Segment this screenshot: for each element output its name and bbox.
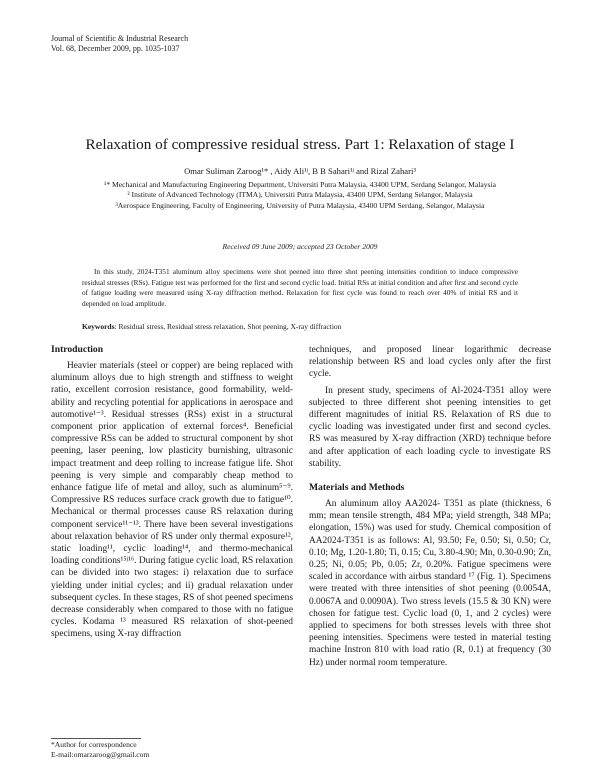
keywords: [82, 322, 518, 332]
journal-header: [51, 34, 188, 54]
right-column: [309, 344, 551, 669]
affiliations: [70, 180, 530, 211]
journal-name: Journal of Scientific & Industrial Research: [51, 34, 189, 43]
keywords-text: : Residual stress, Residual stress relaxation, Shot peening, X-ray diffraction: [114, 322, 342, 331]
footnote: [51, 740, 149, 760]
paper-title: Relaxation of compressive residual stress. Part 1: Relaxation of stage I: [85, 136, 515, 153]
intro-continued-paragraph: techniques, and proposed linear logarithmic decrease relationship between RS and load cycles only after the first cycle.: [309, 345, 551, 380]
affiliation-1: ¹* Mechanical and Manufacturing Engineering Department, Universiti Putra Malaysia, 43400 UPM, Serdang Selangor, Malaysia: [104, 180, 496, 189]
present-study-paragraph: In present study, specimens of Al-2024-T351 alloy were subjected to three different shot peening intensities to get different magnitudes of initial RS. Relaxation of RS due to cyclic loading was investigated under first and second cycles. RS was measured by X-ray diffraction (XRD) technique before and after application of each loading cycle to investigate RS stability.: [309, 385, 551, 469]
introduction-paragraph: Heavier materials (steel or copper) are being replaced with aluminum alloys due to high strength and stiffness to weight ratio, excellent corrosion resistance, good formability, weld-ability and recycling potential for applications in aerospace and automotive¹⁻³. Residual stresses (RSs) exist in a structural component prior application of external forces⁴. Beneficial compressive RSs can be added to structural component by shot peening, laser peening, low plasticity burnishing, ultrasonic impact treatment and deep rolling to increase fatigue life. Shot peening is very simple and comparably cheap method to enhance fatigue life of metal and alloy, such as aluminum⁵⁻⁹. Compressive RS reduces surface crack growth due to fatigue¹⁰. Mechanical or thermal processes cause RS relaxation during component service¹¹⁻¹³. There have been several investigations about relaxation behavior of RS under only thermal exposure¹², static loading¹¹, cyclic loading¹⁴, and thermo-mechanical loading conditions¹⁵ʲ¹⁶. During fatigue cyclic load, RS relaxation can be divided into two stages: i) relaxation due to surface yielding under initial cycles; and ii) gradual relaxation under subsequent cycles. In these stages, RS of shot peened specimens decrease considerably when compared to those with no fatigue cycles. Kodama ¹³ measured RS relaxation of shot-peened specimens, using X-ray diffraction: [51, 361, 293, 640]
affiliation-3: ³Aerospace Engineering, Faculty of Engineering, University of Putra Malaysia, 43400 UPM Serdang, Selangor, Malaysia: [115, 200, 485, 210]
author-list: Omar Suliman Zaroog¹* , Aidy Ali¹ʲ, B B Sahari¹ʲ and Rizal Zahari³: [184, 166, 416, 176]
received-date: Received 09 June 2009; accepted 23 October 2009: [222, 242, 378, 251]
keywords-label: Keywords: [82, 322, 115, 331]
correspondence-email: E-mail:omarzaroog@gmail.com: [51, 750, 150, 759]
methods-paragraph: An aluminum alloy AA2024- T351 as plate (thickness, 6 mm; mean tensile strength, 484 MPa; yield strength, 348 MPa; elongation, 15%) was used for study. Chemical composition of AA2024-T351 is as follows: Al, 93.50; Fe, 0.50; Si, 0.50; Cr, 0.10; Mg, 1.20-1.80; Ti, 0.15; Cu, 3.80-4.90; Mn, 0.30-0.90; Zn, 0.25; Ni, 0.05; Pb, 0.05; Zr, 0.20%. Fatigue specimens were scaled in accordance with airbus standard ¹⁷ (Fig. 1). Specimens were treated with three intensities of shot peening (0.0054A, 0.0067A and 0.0090A). Two stress levels (15.5 & 30 KN) were chosen for fatigue test. Cyclic load (0, 1, and 2 cycles) were applied to specimens for both stresses levels with three shot peening intensities. Specimens were tested in material testing machine Instron 810 with load ratio (R, 0.1) at frequency (30 Hz) under normal room temperature.: [309, 499, 551, 668]
journal-volume: Vol. 68, December 2009, pp. 1035-1037: [51, 44, 180, 53]
author-correspondence-note: *Author for correspondence: [51, 740, 137, 749]
introduction-heading: Introduction: [51, 344, 104, 355]
footnote-rule: [51, 738, 141, 739]
abstract: In this study, 2024-T351 aluminum alloy specimens were shot peened into three shot peening intensities condition to induce compressive residual stresses (RSs). Fatigue test was performed for the first and second cyclic load. Initial RSs at initial condition and after first and second cycle of fatigue loading were measured using X-ray diffraction method. Relaxation for first cycle was found to reach over 40% of initial RS and it depended on load amplitude.: [82, 267, 518, 308]
affiliation-2: ² Institute of Advanced Technology (ITMA), Universiti Putra Malaysia, 43400 UPM, Serdang Selangor, Malaysia: [127, 190, 473, 200]
left-column: [51, 344, 293, 641]
methods-heading: Materials and Methods: [309, 482, 405, 494]
